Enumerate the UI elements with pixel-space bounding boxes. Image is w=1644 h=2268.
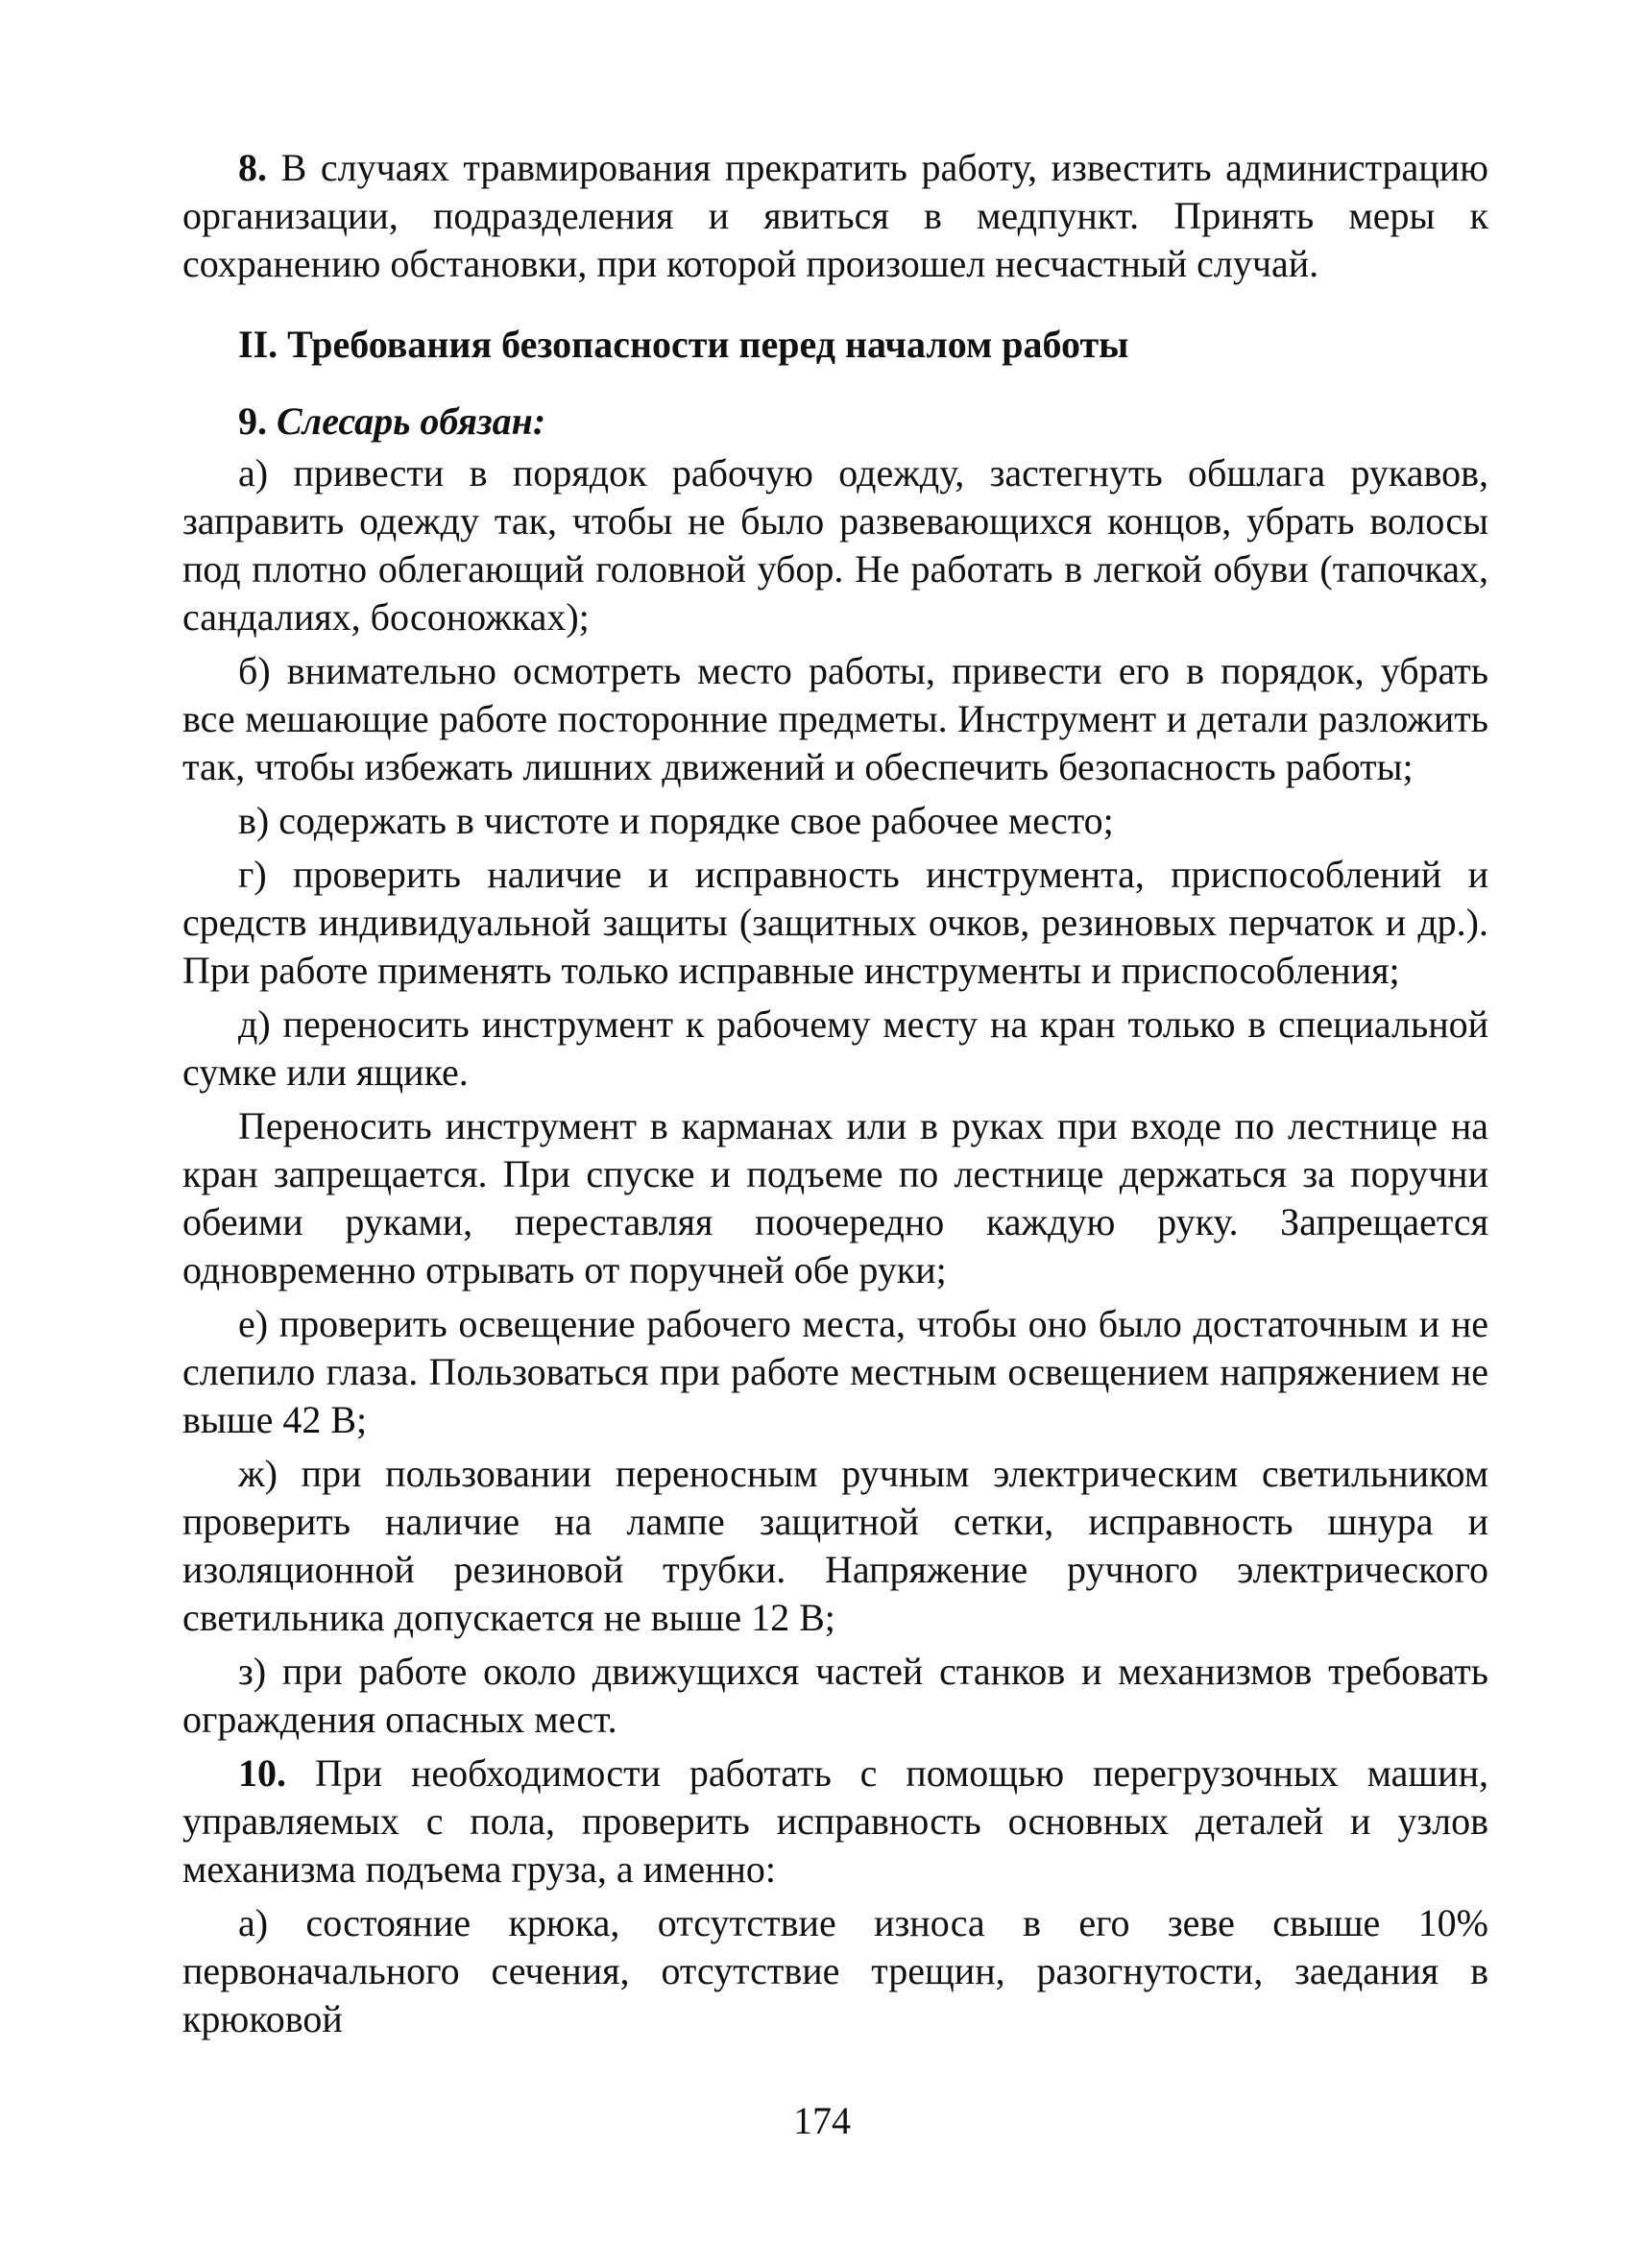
item-d: д) переносить инструмент к рабочему месту на кран только в специальной сумке или ящике.	[182, 1002, 1488, 1094]
paragraph-9-title: Слесарь обязан:	[267, 399, 546, 443]
page-number: 174	[793, 2099, 851, 2142]
paragraph-10-text: При необходимости работать с помощью перегрузочных машин, управляемых с пола, проверить исправность основных деталей и узлов механизма подъема груза, а именно:	[182, 1751, 1488, 1891]
paragraph-10	[182, 1749, 1488, 1894]
item-zh: ж) при пользовании переносным ручным электрическим светильником проверить наличие на лампе защитной сетки, исправность шнура и изоляционной резиновой трубки. Напряжение ручного электрического светильника допускается не выше 12 В;	[182, 1452, 1488, 1639]
item-a: а) привести в порядок рабочую одежду, застегнуть обшлага рукавов, заправить одежду так, чтобы не было развевающихся концов, убрать волосы под плотно облегающий головной убор. Не работать в легкой обуви (тапочках, сандалиях, босоножках);	[182, 451, 1488, 639]
paragraph-10-number: 10.	[238, 1751, 286, 1795]
paragraph-9-heading	[182, 398, 1488, 446]
paragraph-8-number: 8.	[238, 146, 267, 189]
paragraph-8	[182, 144, 1488, 288]
item-10a: а) состояние крюка, отсутствие износа в его зеве свыше 10% первоначального сечения, отсутствие трещин, разогнутости, заедания в крюковой	[182, 1901, 1488, 2040]
item-d-continuation: Переносить инструмент в карманах или в руках при входе по лестнице на кран запрещается. При спуске и подъеме по лестнице держаться за поручни обеими руками, переставляя поочередно каждую руку. Запрещается одновременно отрывать от поручней обе руки;	[182, 1104, 1488, 1291]
item-e: е) проверить освещение рабочего места, чтобы оно было достаточным и не слепило глаза. Пользоваться при работе местным освещением напряжением не выше 42 В;	[182, 1302, 1488, 1441]
item-z: з) при работе около движущихся частей станков и механизмов требовать ограждения опасных мест.	[182, 1650, 1488, 1741]
paragraph-9-number: 9.	[238, 399, 267, 443]
section-heading: II. Требования безопасности перед началом работы	[238, 323, 1129, 366]
document-body	[182, 144, 1488, 2049]
paragraph-8-text: В случаях травмирования прекратить работу, известить администрацию организации, подразделения и явиться в медпункт. Принять меры к сохранению обстановки, при которой произошел несчастный случай.	[182, 146, 1488, 285]
item-b: б) внимательно осмотреть место работы, привести его в порядок, убрать все мешающие работе посторонние предметы. Инструмент и детали разложить так, чтобы избежать лишних движений и обеспечить безопасность работы;	[182, 649, 1488, 788]
item-v: в) содержать в чистоте и порядке свое рабочее место;	[238, 799, 1114, 842]
item-g: г) проверить наличие и исправность инструмента, приспособлений и средств индивидуальной защиты (защитных очков, резиновых перчаток и др.). При работе применять только исправные инструменты и приспособления;	[182, 853, 1488, 992]
